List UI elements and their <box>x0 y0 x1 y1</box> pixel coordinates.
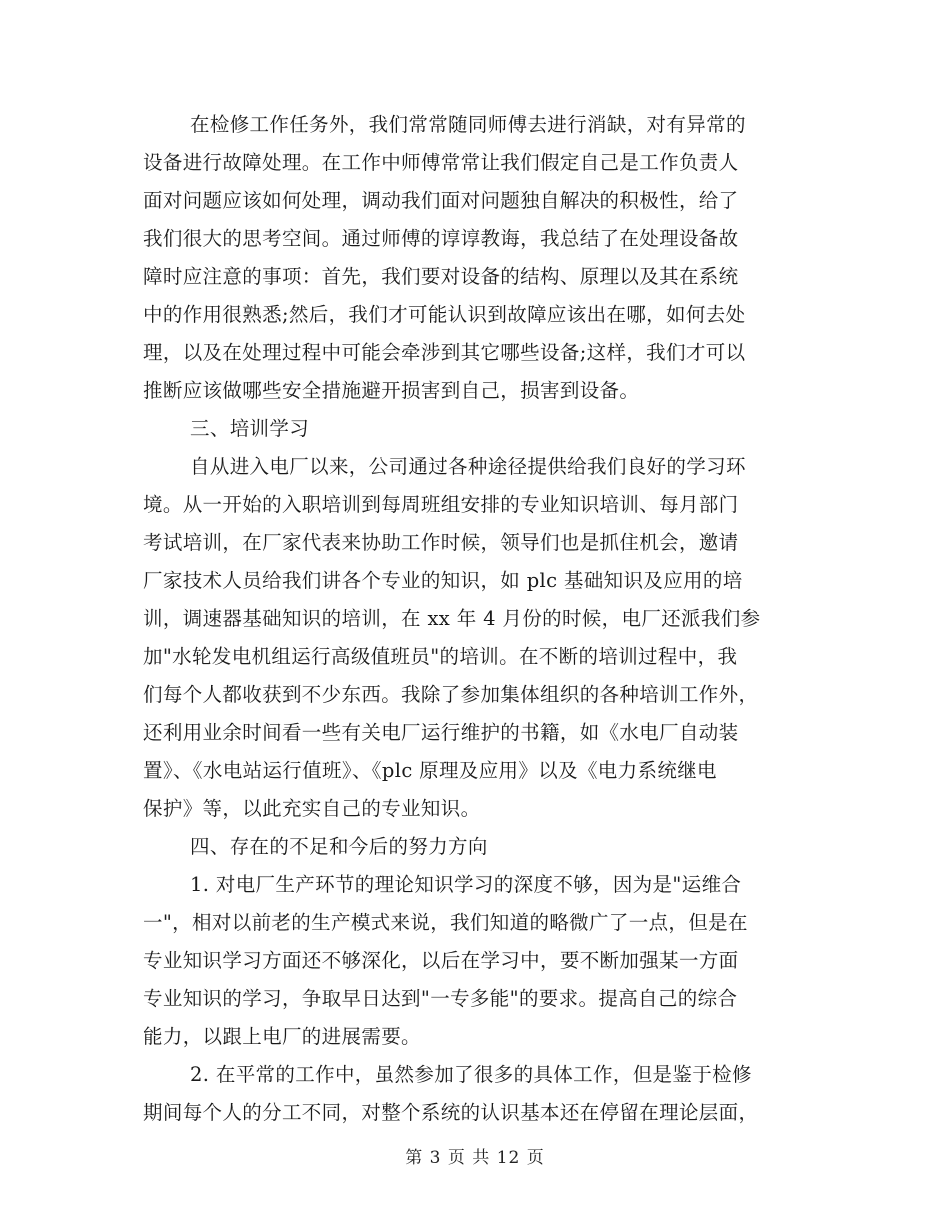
paragraph-line: 专业知识的学习，争取早日达到"一专多能"的要求。提高自己的综合 <box>143 987 738 1010</box>
paragraph-line: 置》、《水电站运行值班》、《plc 原理及应用》以及《电力系统继电 <box>143 759 717 782</box>
paragraph-line: 中的作用很熟悉;然后，我们才可能认识到故障应该出在哪，如何去处 <box>143 303 746 326</box>
paragraph-line: 们每个人都收获到不少东西。我除了参加集体组织的各种培训工作外， <box>143 683 759 706</box>
paragraph-line: 障时应注意的事项：首先，我们要对设备的结构、原理以及其在系统 <box>143 265 739 288</box>
paragraph-line: 1. 对电厂生产环节的理论知识学习的深度不够，因为是"运维合 <box>190 873 742 896</box>
paragraph-line: 推断应该做哪些安全措施避开损害到自己，损害到设备。 <box>143 379 640 402</box>
paragraph-line: 自从进入电厂以来，公司通过各种途径提供给我们良好的学习环 <box>190 455 746 478</box>
paragraph-line: 加"水轮发电机组运行高级值班员"的培训。在不断的培训过程中，我 <box>143 645 738 668</box>
paragraph-line: 厂家技术人员给我们讲各个专业的知识，如 plc 基础知识及应用的培 <box>143 569 743 592</box>
paragraph-line: 我们很大的思考空间。通过师傅的谆谆教诲，我总结了在处理设备故 <box>143 227 739 250</box>
paragraph-line: 境。从一开始的入职培训到每周班组安排的专业知识培训、每月部门 <box>143 493 739 516</box>
paragraph-line: 能力，以跟上电厂的进展需要。 <box>143 1025 421 1048</box>
paragraph-line: 训，调速器基础知识的培训，在 xx 年 4 月份的时候，电厂还派我们参 <box>143 607 761 630</box>
paragraph-line: 设备进行故障处理。在工作中师傅常常让我们假定自己是工作负责人 <box>143 151 739 174</box>
paragraph-line: 在检修工作任务外，我们常常随同师傅去进行消缺，对有异常的 <box>190 113 746 136</box>
paragraph-line: 理，以及在处理过程中可能会牵涉到其它哪些设备;这样，我们才可以 <box>143 341 746 364</box>
paragraph-line: 专业知识学习方面还不够深化，以后在学习中，要不断加强某一方面 <box>143 949 739 972</box>
paragraph-line: 考试培训，在厂家代表来协助工作时候，领导们也是抓住机会，邀请 <box>143 531 739 554</box>
paragraph-line: 保护》等，以此充实自己的专业知识。 <box>143 797 481 820</box>
section-heading: 三、培训学习 <box>190 417 310 440</box>
paragraph-line: 面对问题应该如何处理，调动我们面对问题独自解决的积极性，给了 <box>143 189 739 212</box>
paragraph-line: 一"，相对以前老的生产模式来说，我们知道的略微广了一点，但是在 <box>143 911 748 934</box>
paragraph-line: 还利用业余时间看一些有关电厂运行维护的书籍，如《水电厂自动装 <box>143 721 739 744</box>
page-number-footer: 第 3 页 共 12 页 <box>405 1148 545 1168</box>
section-heading: 四、存在的不足和今后的努力方向 <box>190 835 488 858</box>
paragraph-line: 期间每个人的分工不同，对整个系统的认识基本还在停留在理论层面， <box>143 1101 759 1124</box>
paragraph-line: 2. 在平常的工作中，虽然参加了很多的具体工作，但是鉴于检修 <box>190 1063 752 1086</box>
